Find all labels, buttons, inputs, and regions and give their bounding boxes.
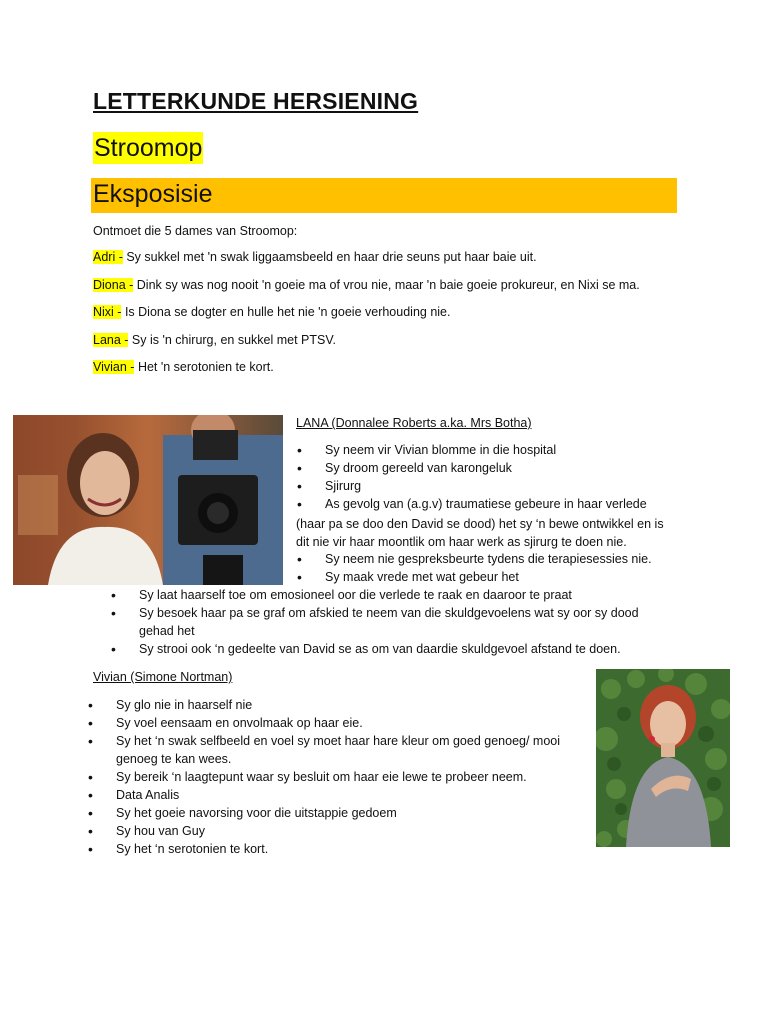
- list-item: • Sy besoek haar pa se graf om afskied te neem van die skuldgevoelens wat sy oor sy dood gehad het: [139, 604, 659, 640]
- lana-points-right-2: [325, 550, 652, 586]
- list-item: • Sy laat haarself toe om emosioneel oor die verlede te raak en daaroor te praat: [139, 586, 659, 604]
- book-title: Stroomop: [94, 134, 203, 162]
- list-item: • Sy het ‘n serotonien te kort.: [116, 840, 586, 858]
- character-desc: Sy is 'n chirurg, en sukkel met PTSV.: [128, 333, 337, 347]
- vivian-points: [116, 696, 586, 858]
- list-item: • Sy neem vir Vivian blomme in die hospital: [325, 441, 647, 459]
- lana-points-right: [325, 441, 647, 513]
- text-line: (haar pa se doo den David se dood) het sy ‘n bewe ontwikkel en is: [296, 517, 664, 531]
- list-item: • Sy bereik ‘n laagtepunt waar sy besluit om haar eie lewe te probeer neem.: [116, 768, 586, 786]
- list-item: • Sy neem nie gespreksbeurte tydens die terapiesessies nie.: [325, 550, 652, 568]
- lana-points-full: [139, 586, 659, 658]
- character-item: [93, 277, 640, 304]
- lana-heading: LANA (Donnalee Roberts a.ka. Mrs Botha): [296, 416, 532, 430]
- character-list: [93, 249, 640, 386]
- list-item: • Sy voel eensaam en onvolmaak op haar eie.: [116, 714, 586, 732]
- character-desc: Sy sukkel met 'n swak liggaamsbeeld en haar drie seuns put haar baie uit.: [122, 250, 537, 264]
- character-item: [93, 304, 640, 332]
- list-item: • Sy het ‘n swak selfbeeld en voel sy moet haar hare kleur om goed genoeg/ mooi genoeg te kan wees.: [116, 732, 586, 768]
- vivian-photo: [596, 669, 730, 847]
- character-desc: Dink sy was nog nooit 'n goeie ma of vrou nie, maar 'n baie goeie prokureur, en Nixi se ma.: [133, 278, 640, 292]
- document-title: LETTERKUNDE HERSIENING: [93, 88, 419, 114]
- vivian-heading: Vivian (Simone Nortman): [93, 670, 233, 684]
- character-desc: Het 'n serotonien te kort.: [134, 360, 274, 374]
- character-name: Diona -: [93, 278, 134, 292]
- text-line: dit nie vir haar moontlik om haar werk as sjirurg te doen nie.: [296, 535, 627, 549]
- section-title: Eksposisie: [93, 180, 213, 208]
- list-item: • Sy maak vrede met wat gebeur het: [325, 568, 652, 586]
- vivian-photo-illustration: [596, 669, 730, 847]
- list-item: • Sy hou van Guy: [116, 822, 586, 840]
- list-item: • Sjirurg: [325, 477, 647, 495]
- character-name: Adri -: [93, 250, 123, 264]
- character-name: Nixi -: [93, 305, 122, 319]
- list-item: • Sy droom gereeld van karongeluk: [325, 459, 647, 477]
- character-item: [93, 359, 640, 386]
- list-item: • Sy strooi ook ‘n gedeelte van David se as om van daardie skuldgevoel afstand te doen.: [139, 640, 659, 658]
- lana-photo-illustration: [13, 415, 283, 585]
- list-item: • Sy glo nie in haarself nie: [116, 696, 586, 714]
- list-item: • Data Analis: [116, 786, 586, 804]
- list-item: • As gevolg van (a.g.v) traumatiese gebeure in haar verlede: [325, 495, 647, 513]
- character-desc: Is Diona se dogter en hulle het nie 'n goeie verhouding nie.: [121, 305, 451, 319]
- lana-long-point-cont: [296, 515, 664, 551]
- character-name: Vivian -: [93, 360, 135, 374]
- character-item: [93, 332, 640, 359]
- character-item: [93, 249, 640, 277]
- lana-photo: [13, 415, 283, 585]
- character-name: Lana -: [93, 333, 129, 347]
- intro-text: Ontmoet die 5 dames van Stroomop:: [93, 224, 298, 238]
- list-item: • Sy het goeie navorsing voor die uitstappie gedoem: [116, 804, 586, 822]
